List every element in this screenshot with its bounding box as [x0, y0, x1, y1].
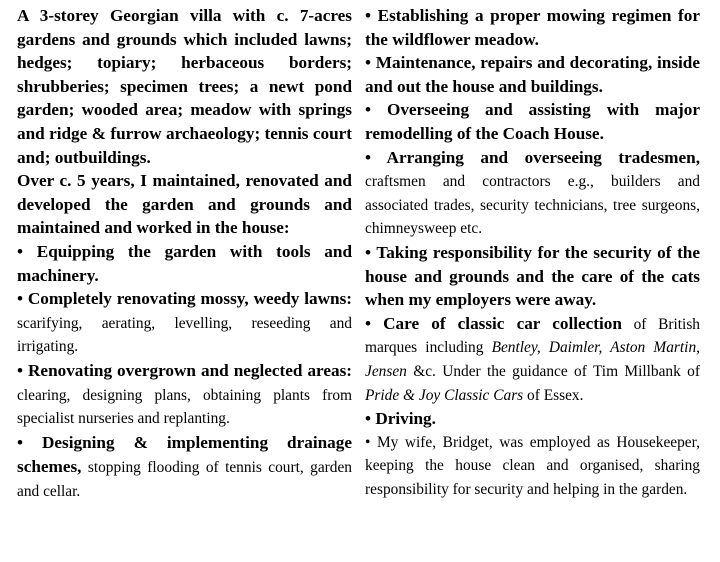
car-marques: Bentley, Daimler, Aston Martin, Jensen — [365, 339, 700, 380]
list-item-lawns-text: scarifying, aerating, levelling, reseeding and irrigating. — [17, 314, 352, 356]
dealer-name: Pride & Joy Classic Cars — [365, 386, 524, 404]
list-item-mowing: • Establishing a proper mowing regimen for the wildflower meadow. — [365, 6, 700, 49]
list-item-tradesmen-heading: • Arranging and overseeing tradesmen, — [365, 147, 700, 167]
list-item-overgrown-areas-text: clearing, designing plans, obtaining plants from specialist nurseries and replanting. — [17, 386, 352, 428]
list-item-lawns-heading: • Completely renovating mossy, weedy lawns: — [17, 289, 352, 309]
right-column — [365, 4, 700, 501]
list-item-lawns — [17, 287, 352, 359]
left-column — [17, 4, 352, 503]
list-item-tradesmen-text: craftsmen and contractors e.g., builders and associated trades, security technicians, tree surgeons, chimneysweep etc. — [365, 173, 700, 238]
list-item-car-collection-heading: • Care of classic car collection — [365, 313, 622, 333]
list-item-car-collection-text-a: of British marques including — [365, 315, 700, 357]
list-item-security: • Taking responsibility for the security of the house and grounds and the care of the cats when my employers were away. — [365, 242, 700, 310]
list-item-driving: • Driving. — [365, 409, 436, 429]
list-item-overgrown-areas-heading: • Renovating overgrown and neglected areas: — [17, 360, 352, 380]
property-description: A 3-storey Georgian villa with c. 7-acres gardens and grounds which included lawns; hedges; topiary; herbaceous borders; shrubberies; specimen trees; a newt pond garden; wooded area; meadow with springs and ridge & furrow archaeology; tennis court and; outbuildings. — [17, 6, 352, 167]
list-item-overgrown-areas — [17, 359, 352, 431]
list-item-drainage-text: stopping flooding of tennis court, garden and cellar. — [17, 459, 352, 500]
list-item-housekeeper: • My wife, Bridget, was employed as Housekeeper, keeping the house clean and organised, sharing responsibility for security and helping in the garden. — [365, 433, 700, 498]
list-item-tradesmen — [365, 146, 700, 241]
list-item-maintenance: • Maintenance, repairs and decorating, inside and out the house and buildings. — [365, 53, 700, 96]
list-item-drainage — [17, 431, 352, 504]
list-item-tools: • Equipping the garden with tools and machinery. — [17, 241, 352, 285]
duties-summary: Over c. 5 years, I maintained, renovated and developed the garden and grounds and maintained and worked in the house: — [17, 171, 352, 238]
list-item-car-collection-text-c: of Essex. — [523, 386, 584, 404]
list-item-car-collection-text-b: &c. Under the guidance of Tim Millbank of — [406, 362, 700, 380]
list-item-drainage-heading: • Designing & implementing drainage schemes, — [17, 432, 352, 477]
list-item-coach-house: • Overseeing and assisting with major remodelling of the Coach House. — [365, 100, 700, 143]
list-item-car-collection — [365, 312, 700, 407]
